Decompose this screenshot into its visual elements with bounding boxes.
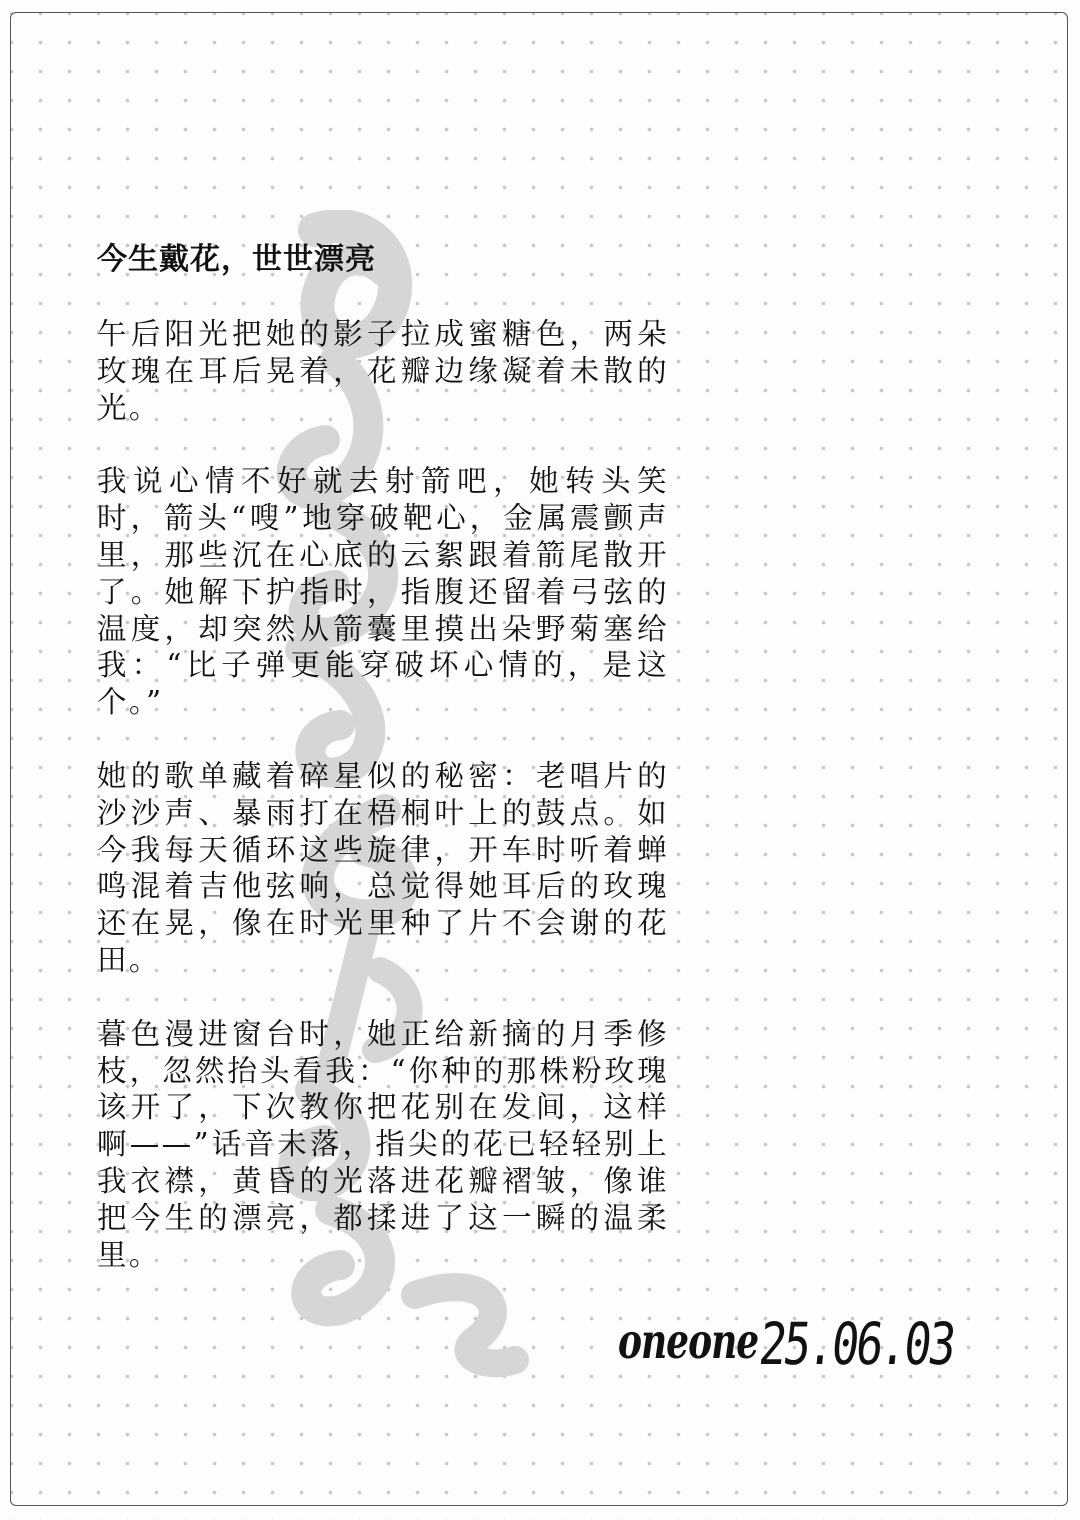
note-body bbox=[97, 238, 669, 1310]
signature bbox=[618, 1300, 1004, 1380]
note-title: 今生戴花，世世漂亮 bbox=[97, 242, 376, 277]
paragraph-4: 暮色漫进窗台时，她正给新摘的月季修枝，忽然抬头看我：“你种的那株粉玫瑰该开了，下次教你把花别在发间，这样啊——”话音未落，指尖的花已轻轻别上我衣襟，黄昏的光落进花瓣褶皱，像谁把今生的漂亮，都揉进了这一瞬的温柔里。 bbox=[97, 1016, 669, 1272]
paragraph-2: 我说心情不好就去射箭吧，她转头笑时，箭头“嗖”地穿破靶心，金属震颤声里，那些沉在心底的云絮跟着箭尾散开了。她解下护指时，指腹还留着弓弦的温度，却突然从箭囊里摸出朵野菊塞给我：“比子弹更能穿破坏心情的，是这个。” bbox=[97, 464, 669, 720]
paragraph-3: 她的歌单藏着碎星似的秘密：老唱片的沙沙声、暴雨打在梧桐叶上的鼓点。如今我每天循环这些旋律，开车时听着蝉鸣混着吉他弦响，总觉得她耳后的玫瑰还在晃，像在时光里种了片不会谢的花田。 bbox=[97, 758, 669, 977]
signature-name: oneone bbox=[618, 1313, 759, 1370]
signature-date: 25.06.03 bbox=[756, 1310, 957, 1378]
paragraph-1: 午后阳光把她的影子拉成蜜糖色，两朵玫瑰在耳后晃着，花瓣边缘凝着未散的光。 bbox=[97, 317, 669, 425]
